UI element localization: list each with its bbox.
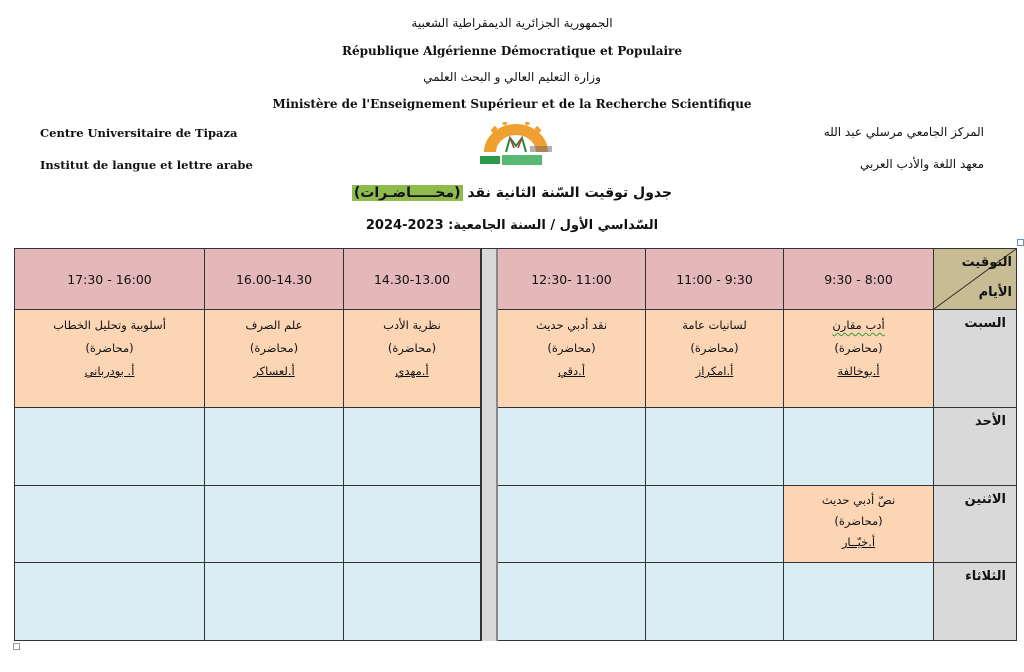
title-main: جدول توقيت السّنة الثانية نقد bbox=[467, 185, 673, 201]
empty-cell bbox=[205, 408, 344, 486]
time-slot-header: 12:30- 11:00 bbox=[498, 249, 646, 310]
empty-cell bbox=[646, 563, 784, 641]
corner-header-cell bbox=[934, 249, 1017, 310]
corner-time-label: التوقيت bbox=[961, 255, 1012, 270]
session-type: (محاضرة) bbox=[834, 341, 883, 355]
day-cell-sunday: الأحد bbox=[934, 408, 1017, 486]
session-cell bbox=[15, 310, 205, 408]
day-cell-tuesday: الثلاثاء bbox=[934, 563, 1017, 641]
empty-cell bbox=[784, 563, 934, 641]
empty-cell bbox=[344, 486, 481, 563]
time-slot-header: 11:00 - 9:30 bbox=[646, 249, 784, 310]
session-cell bbox=[646, 310, 784, 408]
republic-name-ar: الجمهورية الجزائرية الديمقراطية الشعبية bbox=[411, 16, 613, 30]
session-professor: أ.لعساكر bbox=[253, 364, 295, 378]
empty-cell bbox=[498, 408, 646, 486]
break-column bbox=[481, 249, 498, 641]
day-cell-monday: الاثنين bbox=[934, 486, 1017, 563]
session-subject: لسانيات عامة bbox=[682, 318, 747, 332]
session-subject: نظرية الأدب bbox=[383, 318, 441, 332]
session-cell bbox=[344, 310, 481, 408]
session-subject: أدب مقارن bbox=[832, 318, 885, 332]
empty-cell bbox=[15, 408, 205, 486]
table-move-handle[interactable] bbox=[1017, 239, 1024, 246]
session-professor: أ.مهدي bbox=[395, 364, 429, 378]
institute-name-fr: Institut de langue et lettre arabe bbox=[40, 158, 253, 172]
schedule-title bbox=[0, 185, 1024, 201]
empty-cell bbox=[784, 408, 934, 486]
session-cell bbox=[205, 310, 344, 408]
empty-cell bbox=[205, 486, 344, 563]
session-subject: علم الصرف bbox=[245, 318, 303, 332]
paragraph-mark bbox=[13, 643, 20, 650]
session-type: (محاضرة) bbox=[249, 341, 299, 355]
title-highlight: (محـــــاضـرات) bbox=[353, 185, 461, 201]
session-type: (محاضرة) bbox=[547, 341, 596, 355]
republic-name-fr: République Algérienne Démocratique et Populaire bbox=[341, 44, 683, 58]
session-professor: أ.بوخالفة bbox=[837, 364, 880, 378]
empty-cell bbox=[344, 408, 481, 486]
empty-cell bbox=[646, 486, 784, 563]
empty-cell bbox=[205, 563, 344, 641]
empty-cell bbox=[498, 486, 646, 563]
corner-days-label: الأيام bbox=[978, 285, 1012, 300]
ministry-name-ar: وزارة التعليم العالي و البحث العلمي bbox=[423, 70, 601, 84]
session-type: (محاضرة) bbox=[85, 341, 134, 355]
session-cell bbox=[784, 310, 934, 408]
day-cell-saturday: السبت bbox=[934, 310, 1017, 408]
schedule-table bbox=[14, 248, 1017, 641]
time-slot-header: 16.00-14.30 bbox=[205, 249, 344, 310]
session-subject: نقد أدبي حديث bbox=[535, 318, 608, 332]
ministry-name-fr: Ministère de l'Enseignement Supérieur et de la Recherche Scientifique bbox=[272, 97, 752, 111]
session-professor: أ.امكراز bbox=[695, 364, 734, 378]
session-cell bbox=[498, 310, 646, 408]
university-name-ar: المركز الجامعي مرسلي عبد الله bbox=[823, 125, 984, 139]
schedule-subtitle: السّداسي الأول / السنة الجامعية: 2023-2024 bbox=[365, 218, 659, 233]
institute-name-ar: معهد اللغة والأدب العربي bbox=[859, 157, 984, 171]
session-professor: أ.دقي bbox=[557, 364, 586, 378]
university-logo-icon bbox=[470, 122, 562, 170]
empty-cell bbox=[15, 563, 205, 641]
time-slot-header: 9:30 - 8:00 bbox=[784, 249, 934, 310]
session-professor: أ. بودرباني bbox=[84, 364, 135, 378]
university-name-fr: Centre Universitaire de Tipaza bbox=[40, 126, 238, 140]
session-type: (محاضرة) bbox=[387, 341, 437, 355]
time-slot-header: 17:30 - 16:00 bbox=[15, 249, 205, 310]
empty-cell bbox=[646, 408, 784, 486]
session-cell bbox=[784, 486, 934, 563]
session-type: (محاضرة) bbox=[834, 514, 883, 528]
session-subject: نصّ أدبي حديث bbox=[821, 493, 896, 507]
empty-cell bbox=[15, 486, 205, 563]
session-subject: أسلوبية وتحليل الخطاب bbox=[53, 318, 166, 332]
session-type: (محاضرة) bbox=[690, 341, 739, 355]
time-slot-header: 14.30-13.00 bbox=[344, 249, 481, 310]
empty-cell bbox=[344, 563, 481, 641]
empty-cell bbox=[498, 563, 646, 641]
session-professor: أ.خيّــار bbox=[841, 535, 876, 549]
